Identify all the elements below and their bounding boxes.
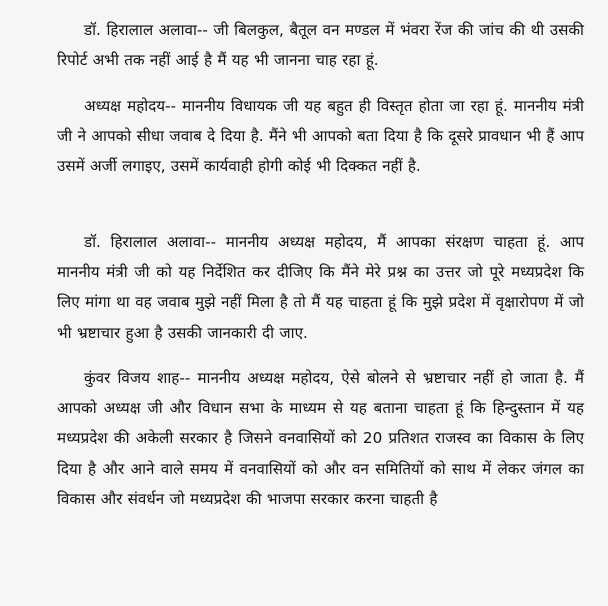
paragraph-vijay-shah: कुंवर विजय शाह-- माननीय अध्यक्ष महोदय, ऐसे बोलने से भ्रष्टाचार नहीं हो जाता है. मैं आपको अध्यक्ष जी और विधान सभा के माध्यम से यह बताना चाहता हूं कि हिन्दुस्तान में यह मध्यप्रदेश की अकेली सरकार है जिसने वनवासियों को 20 प्रतिशत राजस्व का विकास के लिए दिया है और आने वाले समय में वनवासियों को और वन समितियों को साथ में लेकर जंगल का विकास और संवर्धन जो मध्यप्रदेश की भाजपा सरकार करना चाहती है [57, 369, 584, 508]
paragraph-hiralal-alawa-2: डॉ. हिरालाल अलावा-- माननीय अध्यक्ष महोदय, मैं आपका संरक्षण चाहता हूं. आप माननीय मंत्री जी को यह निर्देशित कर दीजिए कि मैंने मेरे प्रश्न का उत्तर जो पूरे मध्यप्रदेश कि लिए मांगा था वह जवाब मुझे नहीं मिला है तो मैं यह चाहता हूं कि मुझे प्रदेश में वृक्षारोपण में जो भी भ्रष्टाचार हुआ है उसकी जानकारी दी जाए. [57, 233, 584, 342]
paragraph-hiralal-alawa-1: डॉ. हिरालाल अलावा-- जी बिलकुल, बैतूल वन मण्डल में भंवरा रेंज की जांच की थी उसकी रिपोर्ट अभी तक नहीं आई है मैं यह भी जानना चाह रहा हूं. [57, 21, 584, 70]
paragraph-speaker-1: अध्यक्ष महोदय-- माननीय विधायक जी यह बहुत ही विस्तृत होता जा रहा हूं. माननीय मंत्री जी ने आपको सीधा जवाब दे दिया है. मैंने भी आपको बता दिया है कि दूसरे प्रावधान भी हैं आप उसमें अर्जी लगाइए, उसमें कार्यवाही होगी कोई भी दिक्कत नहीं है. [57, 97, 584, 176]
